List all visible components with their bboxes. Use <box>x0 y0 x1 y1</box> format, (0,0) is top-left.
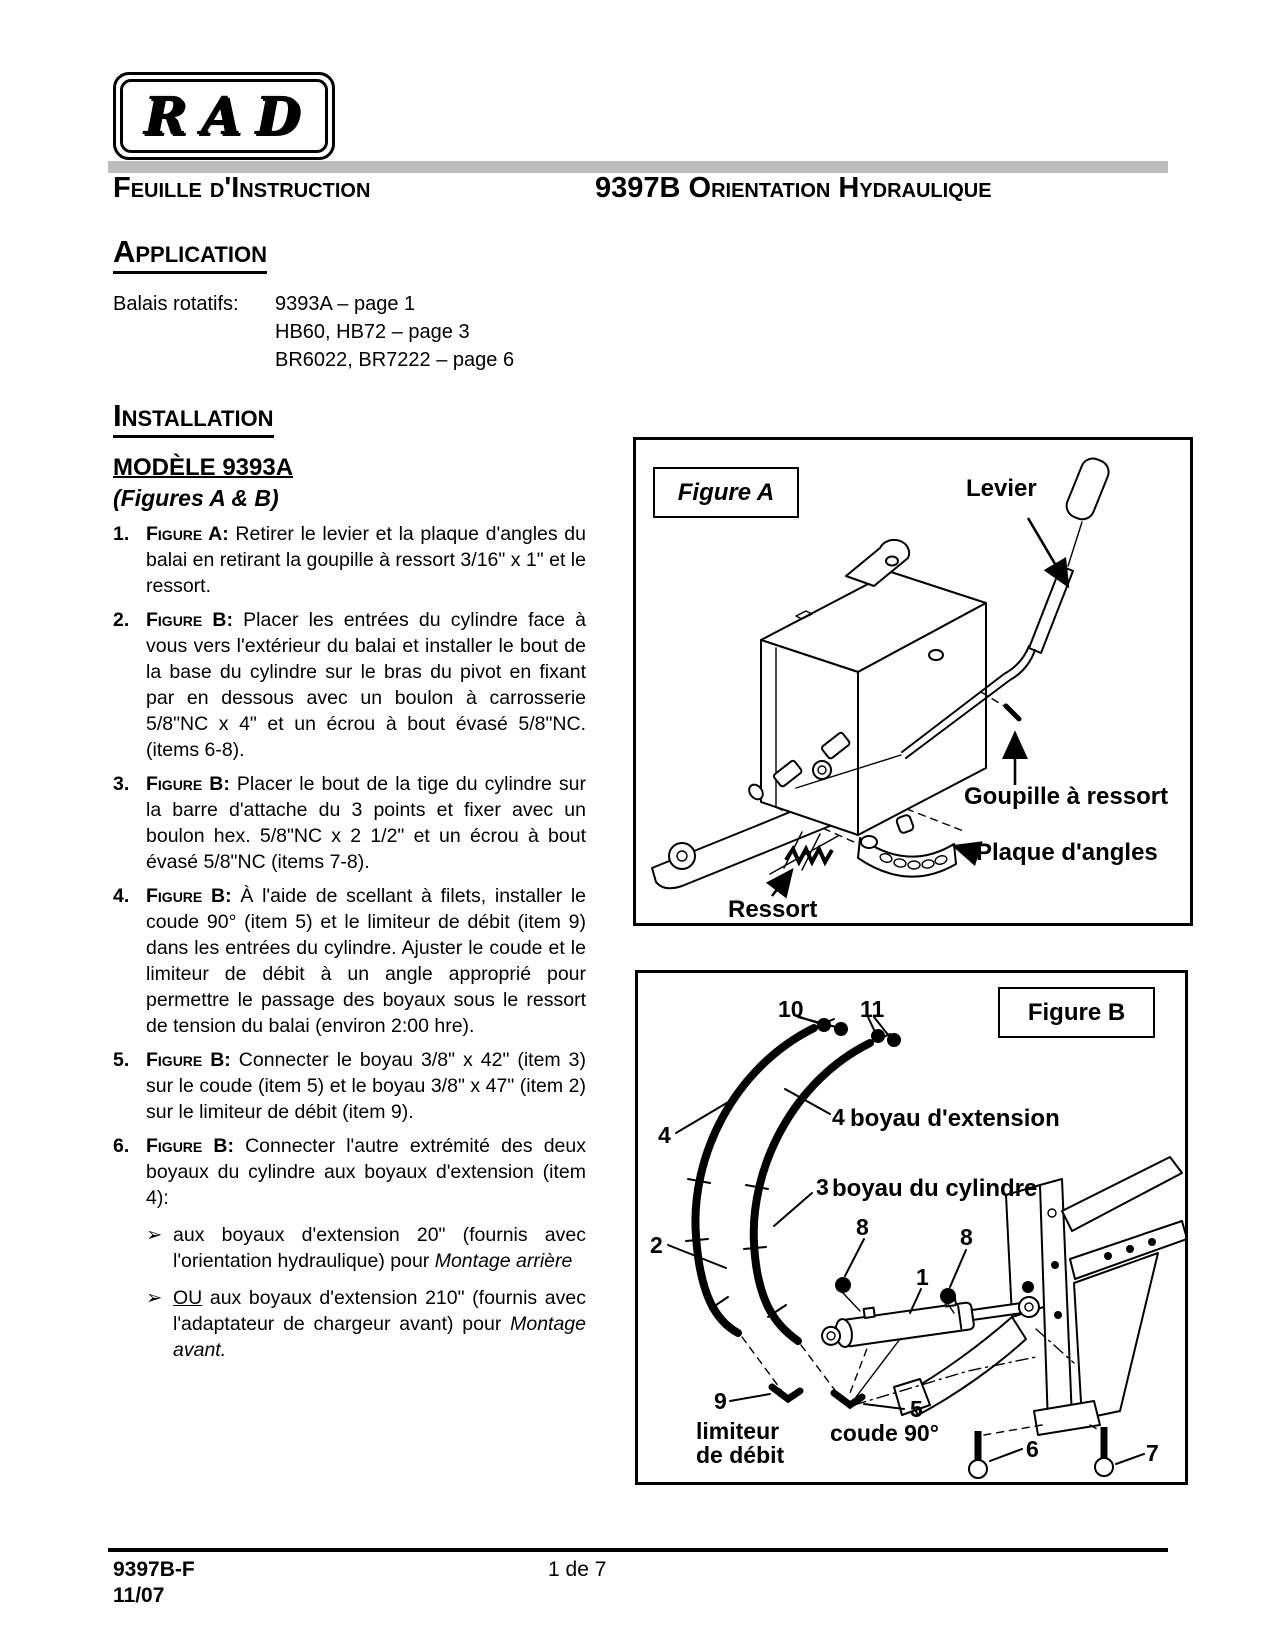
installation-steps <box>113 521 586 1363</box>
step-number: 6. <box>113 1135 130 1157</box>
figure-b-callout-2: 2 <box>650 1232 663 1258</box>
installation-heading: Installation <box>113 398 586 438</box>
step-bullet <box>146 1285 586 1363</box>
installation-step <box>113 1133 586 1363</box>
figure-b-drawing <box>638 973 1185 1482</box>
installation-step <box>113 1047 586 1125</box>
figure-b-callout-10: 10 <box>778 996 804 1022</box>
step-figure-reference: Figure B: <box>146 1049 231 1071</box>
step-figure-reference: Figure B: <box>146 773 230 795</box>
application-row: BR6022, BR7222 – page 6 <box>275 349 515 371</box>
document-product-title: 9397B Orientation Hydraulique <box>595 172 992 204</box>
figure-b-title-box <box>998 987 1155 1038</box>
figure-a-label-levier: Levier <box>966 475 1037 502</box>
step-number: 1. <box>113 523 130 545</box>
rad-logo-text: RAD <box>143 85 315 147</box>
step-text: Figure B: Placer le bout de la tige du cylindre sur la barre d'attache du 3 points et fixer avec un boulon hex. 5/8"NC x 2 1/2" et un écrou à bout évasé 5/8"NC (items 7-8). <box>146 773 586 873</box>
figure-a-label-ressort: Ressort <box>728 896 818 923</box>
installation-step <box>113 771 586 875</box>
step-text: Figure B: Placer les entrées du cylindre face à vous vers l'extérieur du balai et installer le bout de la base du cylindre sur le bras du pivot en fixant par en dessous avec un boulon à carrosserie 5/8"NC x 4" et un écrou à bout évasé 5/8"NC. (items 6-8). <box>146 609 586 761</box>
rad-logo <box>113 72 335 160</box>
footer-rule <box>108 1548 1168 1552</box>
model-heading: MODÈLE 9393A <box>113 454 294 481</box>
step-figure-reference: Figure B: <box>146 1135 234 1157</box>
figure-b-callout-4a: 4 <box>658 1122 671 1148</box>
figure-b-label-limiteur-2: de débit <box>696 1442 785 1468</box>
application-row: 9393A – page 1 <box>275 293 416 315</box>
figure-b-callout-1: 1 <box>916 1264 929 1290</box>
installation-step <box>113 607 586 763</box>
step-bullet <box>146 1222 586 1274</box>
step-figure-reference: Figure B: <box>146 885 232 907</box>
step-text: Figure B: Connecter l'autre extrémité des deux boyaux du cylindre aux boyaux d'extension (item 4): <box>146 1135 586 1209</box>
figure-b-label-boyau-extension: boyau d'extension <box>850 1105 1060 1132</box>
figure-a-title: Figure A <box>677 478 775 506</box>
figure-b-callout-5: 5 <box>910 1396 923 1422</box>
step-text: Figure B: À l'aide de scellant à filets, installer le coude 90° (item 5) et le limiteur de débit (item 9) dans les entrées du cylindre. Ajuster le coude et le limiteur de débit à un angle approprié pour permettre le passage des boyaux sous le ressort de tension du balai (environ 2:00 hre). <box>146 885 586 1037</box>
step-figure-reference: Figure B: <box>146 609 233 631</box>
application-rows <box>275 290 514 374</box>
footer-page-indicator: 1 de 7 <box>548 1558 607 1581</box>
step-body <box>146 1047 586 1125</box>
step-number: 3. <box>113 773 130 795</box>
footer-doc-number: 9397B-F <box>113 1558 195 1581</box>
figure-a-label-plaque: Plaque d'angles <box>976 839 1158 866</box>
step-body <box>146 883 586 1039</box>
rad-logo-frame <box>120 79 328 153</box>
figure-b-label-coude: coude 90° <box>830 1420 939 1446</box>
footer-date: 11/07 <box>113 1584 165 1607</box>
application-list <box>113 290 586 374</box>
figure-b-label-limiteur-1: limiteur <box>696 1418 780 1444</box>
figure-b-callout-8a: 8 <box>856 1214 869 1240</box>
document-type-title: Feuille d'Instruction <box>113 172 371 204</box>
figure-b-title: Figure B <box>1027 998 1126 1026</box>
figure-b-panel <box>635 970 1188 1485</box>
figure-a-title-box <box>653 467 799 518</box>
figure-a-panel <box>633 437 1193 926</box>
figure-b-callout-11: 11 <box>860 996 885 1022</box>
step-text: Figure B: Connecter le boyau 3/8" x 42" (item 3) sur le coude (item 5) et le boyau 3/8" x 47" (item 2) sur le limiteur de débit (item 9). <box>146 1049 586 1123</box>
bullet-arrow-icon: ➢ <box>146 1224 163 1246</box>
figure-a-label-goupille: Goupille à ressort <box>964 783 1169 810</box>
bullet-text: OU aux boyaux d'extension 210" (fournis avec l'adaptateur de chargeur avant) pour Montage avant. <box>173 1287 586 1361</box>
step-number: 4. <box>113 885 130 907</box>
step-number: 2. <box>113 609 130 631</box>
figure-b-callout-7: 7 <box>1146 1440 1159 1466</box>
bullet-text: aux boyaux d'extension 20" (fournis avec l'orientation hydraulique) pour Montage arrière <box>173 1224 586 1272</box>
figure-b-callout-8b: 8 <box>960 1224 973 1250</box>
installation-step <box>113 521 586 599</box>
figure-b-callout-9: 9 <box>714 1388 727 1414</box>
step-number: 5. <box>113 1049 130 1071</box>
figure-b-callout-3: 3 <box>816 1174 829 1200</box>
step-body <box>146 521 586 599</box>
step-figure-reference: Figure A: <box>146 523 229 545</box>
application-row: HB60, HB72 – page 3 <box>275 321 470 343</box>
bullet-arrow-icon: ➢ <box>146 1287 163 1309</box>
application-label: Balais rotatifs: <box>113 293 239 315</box>
step-body <box>146 1133 586 1363</box>
figure-b-callout-4b: 4 <box>832 1104 845 1130</box>
step-body <box>146 771 586 875</box>
main-text-column <box>113 234 586 1371</box>
figure-b-label-boyau-cylindre: boyau du cylindre <box>832 1175 1038 1202</box>
step-text: Figure A: Retirer le levier et la plaque d'angles du balai en retirant la goupille à ressort 3/16" x 1" et le ressort. <box>146 523 586 597</box>
application-heading: Application <box>113 234 586 274</box>
model-subheading: (Figures A & B) <box>113 485 279 511</box>
step-body <box>146 607 586 763</box>
figure-b-callout-6: 6 <box>1026 1436 1039 1462</box>
installation-step <box>113 883 586 1039</box>
